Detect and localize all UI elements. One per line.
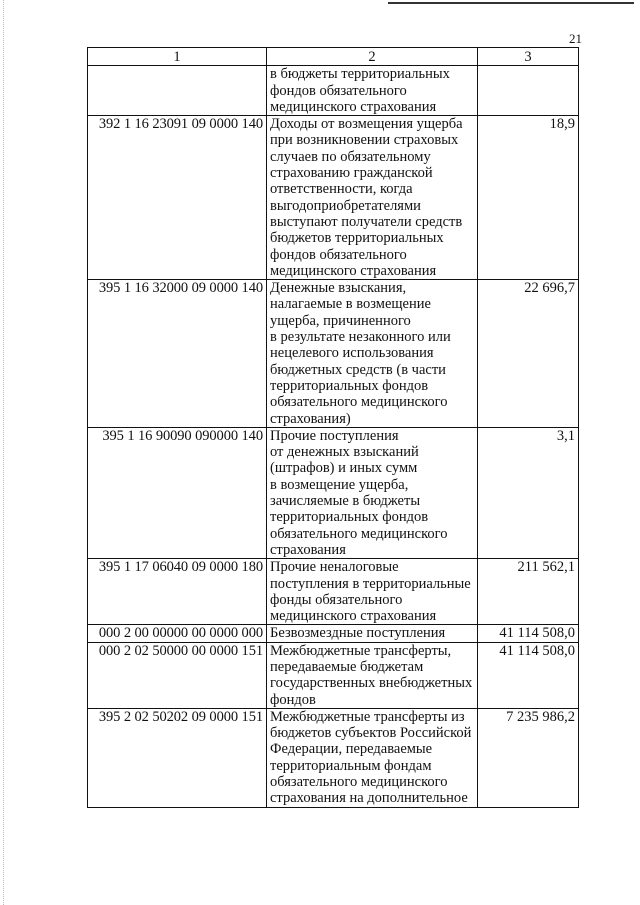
top-border-rule [388, 2, 634, 4]
table-row [88, 66, 579, 116]
description-line: при возникновении страховых [270, 132, 459, 149]
budget-code-cell: 395 1 16 90090 090000 140 [88, 427, 267, 558]
table-header-row [88, 48, 579, 66]
description-line: обязательного медицинского [270, 525, 448, 542]
description-line: в результате незаконного или [270, 329, 451, 346]
column-header-amount: 3 [478, 48, 579, 66]
description-line: территориальных фондов [270, 377, 429, 394]
description-cell [267, 559, 478, 625]
budget-code-cell: 000 2 00 00000 00 0000 000 [88, 625, 267, 642]
description-line: Денежные взыскания, [270, 280, 407, 297]
description-line: Безвозмездные поступления [270, 625, 446, 642]
description-line: Прочие неналоговые [270, 559, 399, 576]
description-line: (штрафов) и иных сумм [270, 460, 418, 477]
description-line: страхования на дополнительное [270, 790, 468, 807]
description-line: выступают получатели средств [270, 213, 463, 230]
budget-code-cell: 000 2 02 50000 00 0000 151 [88, 642, 267, 708]
description-cell [267, 625, 478, 642]
page-number: 21 [569, 31, 582, 46]
description-line: территориальных фондов [270, 509, 429, 526]
amount-cell: 41 114 508,0 [478, 625, 579, 642]
description-line: Прочие поступления [270, 427, 399, 444]
description-line: фондов обязательного [270, 82, 407, 99]
description-line: в возмещение ущерба, [270, 476, 409, 493]
description-cell [267, 66, 478, 116]
description-cell [267, 116, 478, 280]
description-line: медицинского страхования [270, 262, 437, 279]
description-line: бюджетов территориальных [270, 230, 444, 247]
description-line: ущерба, причиненного [270, 312, 411, 329]
budget-code-cell: 395 1 16 32000 09 0000 140 [88, 280, 267, 428]
description-line: в бюджеты территориальных [270, 66, 450, 83]
description-line: обязательного медицинского [270, 394, 448, 411]
description-line: от денежных взысканий [270, 444, 419, 461]
description-line: фондов [270, 691, 316, 708]
column-header-code: 1 [88, 48, 267, 66]
table-row [88, 708, 579, 807]
description-line: Межбюджетные трансферты из [270, 708, 465, 725]
scan-edge-marks [3, 0, 4, 905]
amount-cell: 3,1 [478, 427, 579, 558]
table-row [88, 116, 579, 280]
description-line: Федерации, передаваемые [270, 741, 433, 758]
amount-cell: 41 114 508,0 [478, 642, 579, 708]
budget-code-cell: 395 2 02 50202 09 0000 151 [88, 708, 267, 807]
description-line: обязательного медицинского [270, 774, 448, 791]
description-line: передаваемые бюджетам [270, 658, 424, 675]
amount-cell [478, 66, 579, 116]
budget-code-cell: 392 1 16 23091 09 0000 140 [88, 116, 267, 280]
budget-code-cell [88, 66, 267, 116]
description-line: бюджетов субъектов Российской [270, 725, 472, 742]
description-line: государственных внебюджетных [270, 675, 473, 692]
description-line: выгодоприобретателями [270, 197, 421, 214]
description-line: медицинского страхования [270, 608, 437, 625]
description-line: нецелевого использования [270, 345, 434, 362]
description-line: фондов обязательного [270, 246, 407, 263]
description-cell [267, 642, 478, 708]
description-cell [267, 427, 478, 558]
description-cell [267, 280, 478, 428]
amount-cell: 7 235 986,2 [478, 708, 579, 807]
description-line: страхованию гражданской [270, 165, 433, 182]
budget-code-cell: 395 1 17 06040 09 0000 180 [88, 559, 267, 625]
table-row [88, 559, 579, 625]
description-line: Доходы от возмещения ущерба [270, 116, 463, 133]
table-row [88, 280, 579, 428]
revenue-table [87, 47, 579, 808]
column-header-description: 2 [267, 48, 478, 66]
description-line: страхования [270, 541, 346, 558]
table-row [88, 625, 579, 642]
amount-cell: 18,9 [478, 116, 579, 280]
description-line: Межбюджетные трансферты, [270, 642, 452, 659]
description-cell [267, 708, 478, 807]
description-line: поступления в территориальные [270, 575, 471, 592]
amount-cell: 22 696,7 [478, 280, 579, 428]
description-line: случаев по обязательному [270, 148, 431, 165]
table-row [88, 642, 579, 708]
amount-cell: 211 562,1 [478, 559, 579, 625]
description-line: ответственности, когда [270, 181, 413, 198]
description-line: фонды обязательного [270, 591, 403, 608]
description-line: территориальным фондам [270, 757, 432, 774]
description-line: медицинского страхования [270, 98, 437, 115]
table-row [88, 427, 579, 558]
description-line: налагаемые в возмещение [270, 296, 431, 313]
description-line: страхования) [270, 410, 351, 427]
description-line: бюджетных средств (в части [270, 361, 446, 378]
description-line: зачисляемые в бюджеты [270, 493, 421, 510]
